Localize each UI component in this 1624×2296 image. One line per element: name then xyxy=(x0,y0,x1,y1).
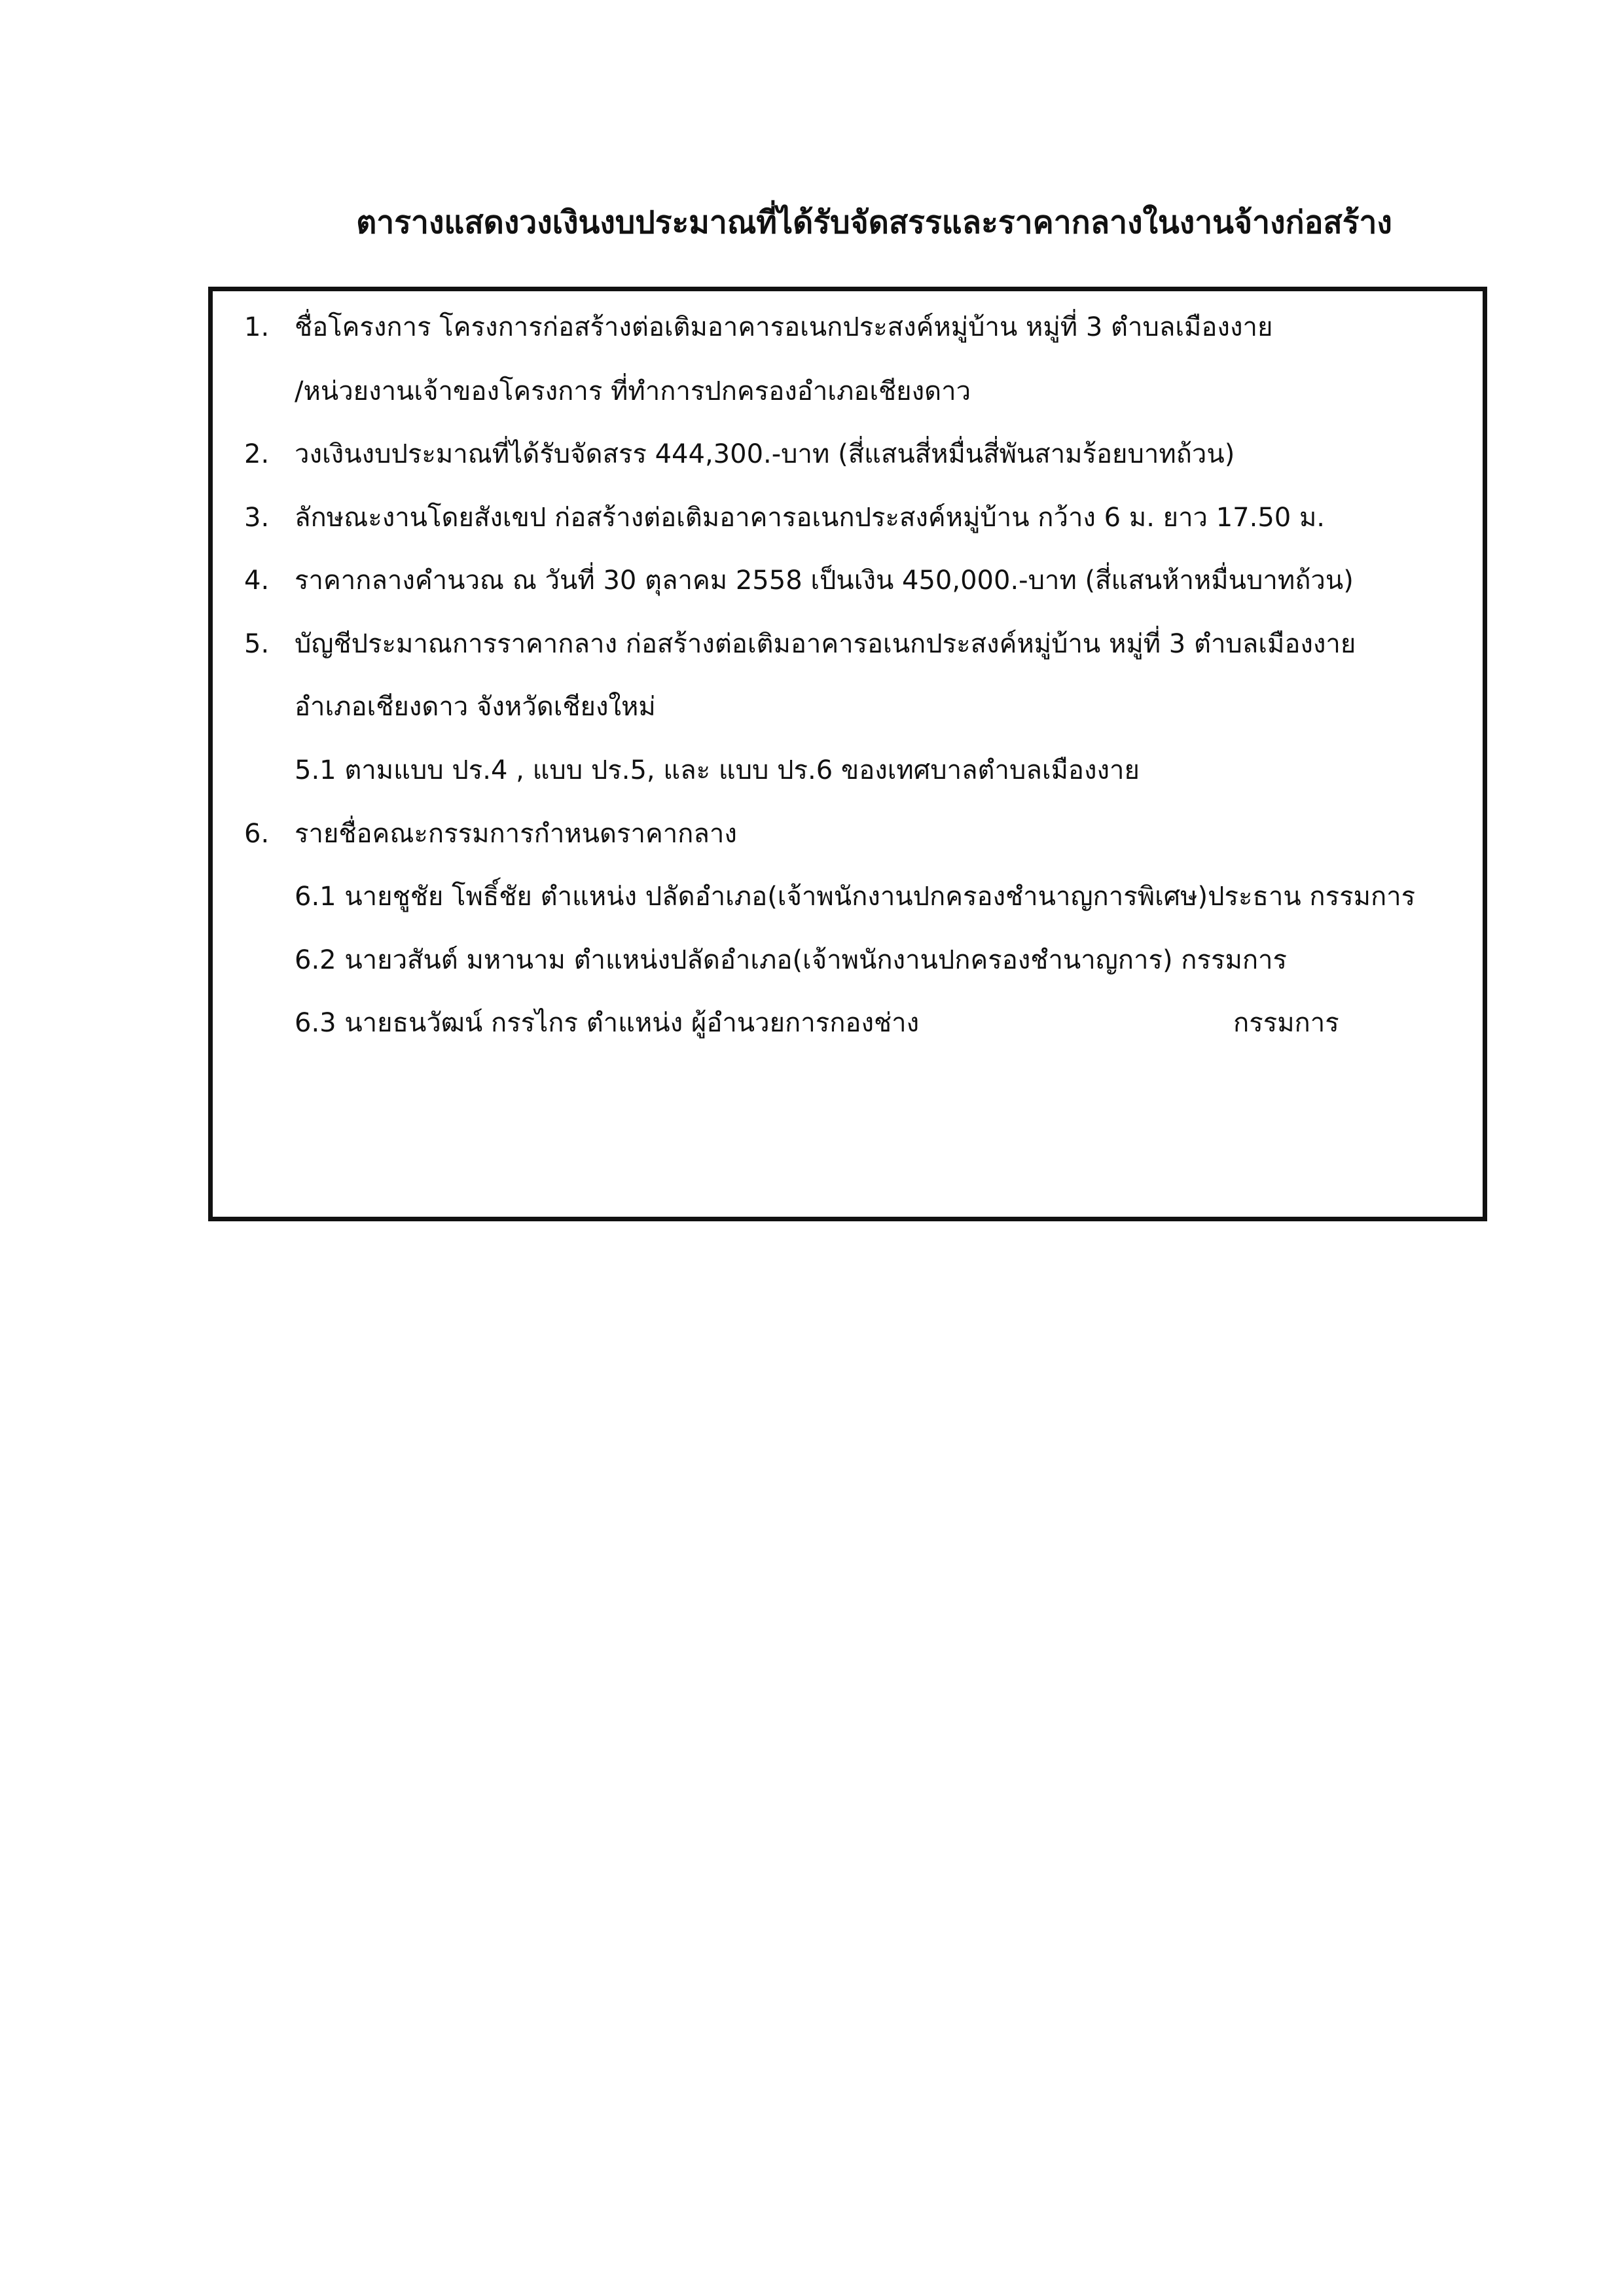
item-6-line-1: รายชื่อคณะกรรมการกำหนดราคากลาง xyxy=(295,819,737,849)
committee-member-2: 6.2 นายวสันต์ มหานาม ตำแหน่งปลัดอำเภอ(เจ้าพนักงานปกครองชำนาญการ) กรรมการ xyxy=(295,945,1287,975)
committee-member-3: 6.3 นายธนวัฒน์ กรรไกร ตำแหน่ง ผู้อำนวยการกองช่าง xyxy=(295,1008,920,1038)
item-5-line-2: อำเภอเชียงดาว จังหวัดเชียงใหม่ xyxy=(295,692,656,722)
committee-member-1: 6.1 นายชูชัย โพธิ์ชัย ตำแหน่ง ปลัดอำเภอ(เจ้าพนักงานปกครองชำนาญการพิเศษ)ประธาน กรรมการ xyxy=(295,882,1416,912)
item-3-line-1: ลักษณะงานโดยสังเขป ก่อสร้างต่อเติมอาคารอเนกประสงค์หมู่บ้าน กว้าง 6 ม. ยาว 17.50 ม. xyxy=(295,503,1326,533)
item-1-number: 1. xyxy=(244,312,270,342)
item-3-number: 3. xyxy=(244,503,270,533)
item-5-number: 5. xyxy=(244,629,270,659)
item-2-number: 2. xyxy=(244,439,270,469)
item-5-sub-1: 5.1 ตามแบบ ปร.4 , แบบ ปร.5, และ แบบ ปร.6 ของเทศบาลตำบลเมืองงาย xyxy=(295,755,1140,785)
committee-member-3-role: กรรมการ xyxy=(1233,1008,1339,1038)
item-2-line-1: วงเงินงบประมาณที่ได้รับจัดสรร 444,300.-บาท (สี่แสนสี่หมื่นสี่พันสามร้อยบาทถ้วน) xyxy=(295,439,1235,469)
item-5-line-1: บัญชีประมาณการราคากลาง ก่อสร้างต่อเติมอาคารอเนกประสงค์หมู่บ้าน หมู่ที่ 3 ตำบลเมืองงาย xyxy=(295,629,1356,659)
item-4-number: 4. xyxy=(244,565,270,596)
document-title: ตารางแสดงวงเงินงบประมาณที่ได้รับจัดสรรและราคากลางในงานจ้างก่อสร้าง xyxy=(356,204,1392,241)
item-6-number: 6. xyxy=(244,819,270,849)
item-1-line-2: /หน่วยงานเจ้าของโครงการ ที่ทำการปกครองอำเภอเชียงดาว xyxy=(295,376,971,406)
item-1-line-1: ชื่อโครงการ โครงการก่อสร้างต่อเติมอาคารอเนกประสงค์หมู่บ้าน หมู่ที่ 3 ตำบลเมืองงาย xyxy=(295,312,1273,342)
item-4-line-1: ราคากลางคำนวณ ณ วันที่ 30 ตุลาคม 2558 เป็นเงิน 450,000.-บาท (สี่แสนห้าหมื่นบาทถ้วน) xyxy=(295,565,1354,596)
